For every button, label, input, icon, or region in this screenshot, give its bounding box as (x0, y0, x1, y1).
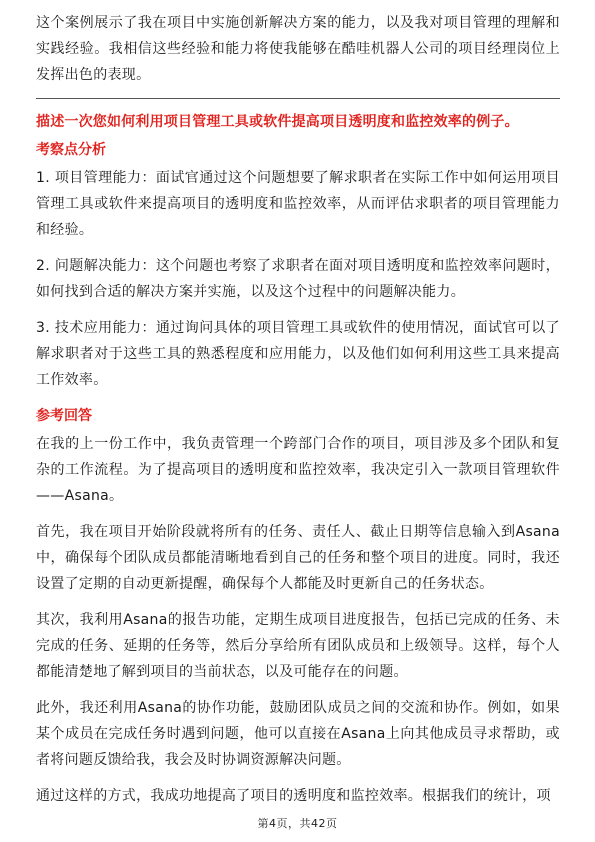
answer-paragraph-2: 首先，我在项目开始阶段就将所有的任务、责任人、截止日期等信息输入到Asana中，确保每个团队成员都能清晰地看到自己的任务和整个项目的进度。同时，我还设置了定期的自动更新提醒，确保每个人都能及时更新自己的任务状态。 (36, 524, 560, 592)
analysis-heading: 考察点分析 (36, 142, 106, 158)
answer-paragraph-3: 其次，我利用Asana的报告功能，定期生成项目进度报告，包括已完成的任务、未完成的任务、延期的任务等，然后分享给所有团队成员和上级领导。这样，每个人都能清楚地了解到项目的当前状态，以及可能存在的问题。 (36, 612, 560, 680)
question-title: 描述一次您如何利用项目管理工具或软件提高项目透明度和监控效率的例子。 (36, 114, 519, 130)
answer-paragraph-1: 在我的上一份工作中，我负责管理一个跨部门合作的项目，项目涉及多个团队和复杂的工作流程。为了提高项目的透明度和监控效率，我决定引入一款项目管理软件——Asana。 (36, 436, 560, 504)
answer-paragraph-4: 此外，我还利用Asana的协作功能，鼓励团队成员之间的交流和协作。例如，如果某个成员在完成任务时遇到问题，他可以直接在Asana上向其他成员寻求帮助，或者将问题反馈给我，我会及时协调资源解决问题。 (36, 700, 560, 768)
section-divider (36, 98, 560, 99)
analysis-item-3: 3. 技术应用能力：通过询问具体的项目管理工具或软件的使用情况，面试官可以了解求职者对于这些工具的熟悉程度和应用能力，以及他们如何利用这些工具来提高工作效率。 (36, 320, 560, 388)
analysis-item-1: 1. 项目管理能力：面试官通过这个问题想要了解求职者在实际工作中如何运用项目管理工具或软件来提高项目的透明度和监控效率，从而评估求职者的项目管理能力和经验。 (36, 170, 560, 238)
answer-paragraph-5: 通过这样的方式，我成功地提高了项目的透明度和监控效率。根据我们的统计，项 (36, 788, 551, 804)
intro-paragraph: 这个案例展示了我在项目中实施创新解决方案的能力，以及我对项目管理的理解和实践经验。我相信这些经验和能力将使我能够在酷哇机器人公司的项目经理岗位上发挥出色的表现。 (36, 15, 560, 83)
answer-heading: 参考回答 (36, 408, 92, 424)
analysis-item-2: 2. 问题解决能力：这个问题也考察了求职者在面对项目透明度和监控效率问题时，如何找到合适的解决方案并实施，以及这个过程中的问题解决能力。 (36, 258, 560, 300)
page-number-footer: 第4页，共42页 (257, 817, 338, 830)
document-page (36, 10, 560, 819)
